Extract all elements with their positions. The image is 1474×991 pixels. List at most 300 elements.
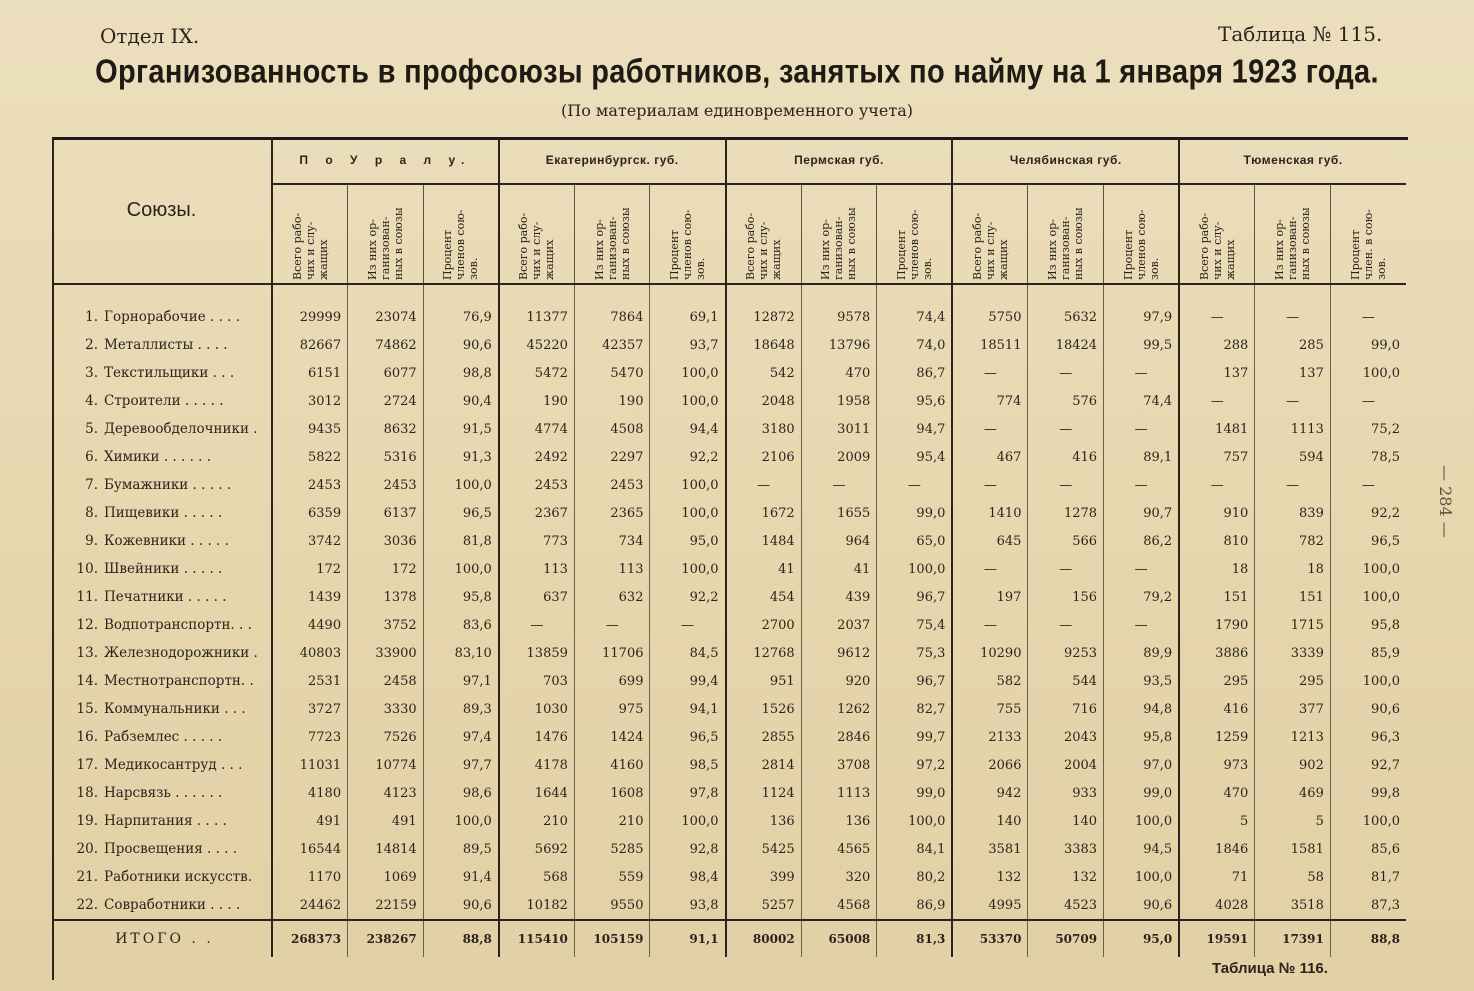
value-cell: 933	[1028, 779, 1104, 807]
value-cell: 95,8	[1330, 611, 1406, 639]
row-number: 8.	[85, 505, 98, 521]
value-cell: 9612	[801, 639, 877, 667]
value-cell: 50709	[1028, 920, 1104, 957]
value-cell: 3518	[1255, 891, 1331, 920]
value-cell: 18648	[726, 331, 802, 359]
value-cell: 1213	[1255, 723, 1331, 751]
value-cell: 964	[801, 527, 877, 555]
value-cell: 18424	[1028, 331, 1104, 359]
value-cell: 94,5	[1104, 835, 1180, 863]
value-cell: 4180	[272, 779, 348, 807]
value-cell: 75,4	[877, 611, 953, 639]
value-cell: 5632	[1028, 303, 1104, 331]
value-cell: 100,0	[650, 807, 726, 835]
union-name: Нарсвязь . . . . . .	[104, 785, 223, 801]
value-cell: 2855	[726, 723, 802, 751]
value-cell: 5470	[574, 359, 650, 387]
value-cell: 542	[726, 359, 802, 387]
table-row	[52, 779, 1406, 807]
value-cell: 99,8	[1330, 779, 1406, 807]
value-cell: 29999	[272, 303, 348, 331]
value-cell: 99,4	[650, 667, 726, 695]
value-cell: 96,7	[877, 667, 953, 695]
value-cell: 1644	[499, 779, 575, 807]
value-cell: 83,6	[423, 611, 499, 639]
value-cell: 12872	[726, 303, 802, 331]
value-cell: 454	[726, 583, 802, 611]
table-row	[52, 863, 1406, 891]
column-header-text: Процент членов сою- зов.	[668, 209, 708, 280]
value-cell: 91,4	[423, 863, 499, 891]
value-cell: 95,8	[423, 583, 499, 611]
value-cell: 96,5	[1330, 527, 1406, 555]
value-cell: 100,0	[423, 807, 499, 835]
value-cell: 95,8	[1104, 723, 1180, 751]
row-number: 11.	[76, 589, 98, 605]
value-cell: 839	[1255, 499, 1331, 527]
column-header	[877, 184, 953, 284]
row-number: 4.	[85, 393, 98, 409]
union-name: Строители . . . . .	[104, 393, 224, 409]
value-cell: 774	[952, 387, 1028, 415]
row-number: 16.	[76, 729, 98, 745]
value-cell: 86,7	[877, 359, 953, 387]
union-name-cell	[52, 387, 272, 415]
value-cell: 172	[348, 555, 424, 583]
value-cell: 42357	[574, 331, 650, 359]
table-row	[52, 807, 1406, 835]
value-cell: 137	[1179, 359, 1255, 387]
union-name-cell	[52, 723, 272, 751]
value-cell: 100,0	[650, 359, 726, 387]
value-cell: 2453	[499, 471, 575, 499]
union-name-cell	[52, 443, 272, 471]
value-cell: 1715	[1255, 611, 1331, 639]
value-cell: 90,6	[1330, 695, 1406, 723]
value-cell: 491	[272, 807, 348, 835]
value-cell: 95,6	[877, 387, 953, 415]
value-cell: 576	[1028, 387, 1104, 415]
union-name-cell	[52, 611, 272, 639]
group-header-row	[52, 137, 1406, 184]
row-number: 1.	[85, 309, 98, 325]
value-cell: 8632	[348, 415, 424, 443]
column-header	[272, 184, 348, 284]
value-cell: —	[499, 611, 575, 639]
value-cell: 100,0	[423, 555, 499, 583]
value-cell: 89,5	[423, 835, 499, 863]
union-name-cell	[52, 499, 272, 527]
total-row	[52, 920, 1406, 957]
table-row	[52, 499, 1406, 527]
group-header-ekaterinburg: Екатеринбургск. губ.	[499, 137, 726, 184]
value-cell: 24462	[272, 891, 348, 920]
value-cell: 91,5	[423, 415, 499, 443]
value-cell: 632	[574, 583, 650, 611]
value-cell: —	[1028, 555, 1104, 583]
value-cell: 91,1	[650, 920, 726, 957]
value-cell: 4028	[1179, 891, 1255, 920]
value-cell: 9550	[574, 891, 650, 920]
value-cell: 89,3	[423, 695, 499, 723]
value-cell: 18	[1255, 555, 1331, 583]
value-cell: 4123	[348, 779, 424, 807]
value-cell: —	[952, 555, 1028, 583]
value-cell: 2846	[801, 723, 877, 751]
row-number: 19.	[76, 813, 98, 829]
value-cell: 89,1	[1104, 443, 1180, 471]
value-cell: 83,10	[423, 639, 499, 667]
value-cell: 470	[801, 359, 877, 387]
column-header	[650, 184, 726, 284]
union-name-cell	[52, 331, 272, 359]
value-cell: 197	[952, 583, 1028, 611]
column-header	[1255, 184, 1331, 284]
value-cell: 5692	[499, 835, 575, 863]
row-number: 13.	[76, 645, 98, 661]
union-name-cell	[52, 415, 272, 443]
value-cell: 10774	[348, 751, 424, 779]
value-cell: —	[1104, 471, 1180, 499]
value-cell: 3727	[272, 695, 348, 723]
value-cell: 18511	[952, 331, 1028, 359]
value-cell: 716	[1028, 695, 1104, 723]
value-cell: 94,4	[650, 415, 726, 443]
value-cell: 100,0	[1104, 863, 1180, 891]
value-cell: 2453	[574, 471, 650, 499]
value-cell: 4568	[801, 891, 877, 920]
value-cell: 1608	[574, 779, 650, 807]
value-cell: 4178	[499, 751, 575, 779]
value-cell: 2066	[952, 751, 1028, 779]
value-cell: 2453	[272, 471, 348, 499]
union-name-cell	[52, 891, 272, 920]
value-cell: 2004	[1028, 751, 1104, 779]
value-cell: 210	[574, 807, 650, 835]
column-header-text: Из них ор- ганизован- ных в союзы	[592, 207, 632, 280]
value-cell: 4995	[952, 891, 1028, 920]
value-cell: —	[1255, 303, 1331, 331]
value-cell: 1581	[1255, 835, 1331, 863]
value-cell: 5750	[952, 303, 1028, 331]
value-cell: 90,6	[423, 891, 499, 920]
value-cell: 71	[1179, 863, 1255, 891]
value-cell: 97,2	[877, 751, 953, 779]
row-number: 15.	[76, 701, 98, 717]
value-cell: 65,0	[877, 527, 953, 555]
value-cell: 92,7	[1330, 751, 1406, 779]
value-cell: 100,0	[650, 387, 726, 415]
spacer-row	[52, 284, 1406, 303]
value-cell: 566	[1028, 527, 1104, 555]
value-cell: 4523	[1028, 891, 1104, 920]
union-name-cell	[52, 639, 272, 667]
value-cell: 41	[726, 555, 802, 583]
value-cell: 2700	[726, 611, 802, 639]
value-cell: 9435	[272, 415, 348, 443]
value-cell: 973	[1179, 751, 1255, 779]
value-cell: 19591	[1179, 920, 1255, 957]
value-cell: 90,6	[423, 331, 499, 359]
value-cell: 81,3	[877, 920, 953, 957]
value-cell: 416	[1179, 695, 1255, 723]
value-cell: —	[726, 471, 802, 499]
value-cell: 3036	[348, 527, 424, 555]
value-cell: 773	[499, 527, 575, 555]
value-cell: 1526	[726, 695, 802, 723]
row-number: 5.	[85, 421, 98, 437]
value-cell: 1846	[1179, 835, 1255, 863]
value-cell: 75,2	[1330, 415, 1406, 443]
table-row	[52, 471, 1406, 499]
section-label: Отдел IX.	[100, 24, 200, 48]
value-cell: 902	[1255, 751, 1331, 779]
column-header	[1179, 184, 1255, 284]
value-cell: 5425	[726, 835, 802, 863]
row-number: 20.	[76, 841, 98, 857]
value-cell: 81,8	[423, 527, 499, 555]
value-cell: 92,2	[650, 443, 726, 471]
value-cell: 3339	[1255, 639, 1331, 667]
value-cell: 88,8	[423, 920, 499, 957]
value-cell: 1484	[726, 527, 802, 555]
value-cell: 105159	[574, 920, 650, 957]
group-header-perm: Пермская губ.	[726, 137, 953, 184]
union-name: Горнорабочие . . . .	[104, 309, 241, 325]
row-number: 7.	[85, 477, 98, 493]
value-cell: —	[1330, 387, 1406, 415]
value-cell: 1790	[1179, 611, 1255, 639]
union-name: Коммунальники . . .	[104, 701, 246, 717]
value-cell: 23074	[348, 303, 424, 331]
value-cell: 99,5	[1104, 331, 1180, 359]
value-cell: 92,2	[1330, 499, 1406, 527]
value-cell: 6359	[272, 499, 348, 527]
union-name-cell	[52, 359, 272, 387]
value-cell: 810	[1179, 527, 1255, 555]
union-name: Водпотранспортн. . .	[104, 617, 252, 633]
value-cell: 416	[1028, 443, 1104, 471]
value-cell: 90,4	[423, 387, 499, 415]
value-cell: 568	[499, 863, 575, 891]
value-cell: 2367	[499, 499, 575, 527]
group-header-ural: П о У р а л у.	[272, 137, 499, 184]
value-cell: 467	[952, 443, 1028, 471]
value-cell: 100,0	[1330, 667, 1406, 695]
value-cell: 5822	[272, 443, 348, 471]
table-row	[52, 527, 1406, 555]
value-cell: 1439	[272, 583, 348, 611]
value-cell: 1113	[1255, 415, 1331, 443]
value-cell: —	[1028, 471, 1104, 499]
value-cell: 11706	[574, 639, 650, 667]
table-number: Таблица № 115.	[1218, 22, 1383, 46]
value-cell: —	[1179, 471, 1255, 499]
value-cell: 5285	[574, 835, 650, 863]
value-cell: 94,8	[1104, 695, 1180, 723]
value-cell: 74,4	[877, 303, 953, 331]
value-cell: 11031	[272, 751, 348, 779]
union-name-cell	[52, 667, 272, 695]
value-cell: —	[1255, 387, 1331, 415]
union-name: Бумажники . . . . .	[104, 477, 232, 493]
value-cell: 2297	[574, 443, 650, 471]
row-number: 22.	[76, 897, 98, 913]
value-cell: 755	[952, 695, 1028, 723]
row-number: 6.	[85, 449, 98, 465]
union-name: Местнотранспортн. .	[104, 673, 254, 689]
value-cell: 69,1	[650, 303, 726, 331]
value-cell: —	[952, 611, 1028, 639]
value-cell: 190	[574, 387, 650, 415]
union-name-cell	[52, 555, 272, 583]
value-cell: 132	[1028, 863, 1104, 891]
value-cell: 100,0	[1330, 359, 1406, 387]
table-row	[52, 555, 1406, 583]
value-cell: 100,0	[1330, 807, 1406, 835]
value-cell: 9253	[1028, 639, 1104, 667]
value-cell: —	[1028, 611, 1104, 639]
value-cell: 85,6	[1330, 835, 1406, 863]
column-header-text: Процент член. в сою- зов.	[1348, 209, 1388, 280]
value-cell: 594	[1255, 443, 1331, 471]
value-cell: 1672	[726, 499, 802, 527]
value-cell: 13859	[499, 639, 575, 667]
union-name: Швейники . . . . .	[104, 561, 223, 577]
table-row	[52, 639, 1406, 667]
value-cell: 97,0	[1104, 751, 1180, 779]
value-cell: 7723	[272, 723, 348, 751]
table-row	[52, 443, 1406, 471]
value-cell: 88,8	[1330, 920, 1406, 957]
union-name: Железнодорожники .	[104, 645, 258, 661]
group-header-chelyabinsk: Челябинская губ.	[952, 137, 1179, 184]
value-cell: —	[952, 471, 1028, 499]
value-cell: 975	[574, 695, 650, 723]
value-cell: 951	[726, 667, 802, 695]
value-cell: 4160	[574, 751, 650, 779]
value-cell: 645	[952, 527, 1028, 555]
value-cell: 97,8	[650, 779, 726, 807]
column-header	[1330, 184, 1406, 284]
value-cell: —	[1179, 387, 1255, 415]
value-cell: 288	[1179, 331, 1255, 359]
value-cell: 2814	[726, 751, 802, 779]
value-cell: 1069	[348, 863, 424, 891]
value-cell: —	[1330, 471, 1406, 499]
value-cell: 4774	[499, 415, 575, 443]
value-cell: 920	[801, 667, 877, 695]
value-cell: 2365	[574, 499, 650, 527]
value-cell: —	[1179, 303, 1255, 331]
table-row	[52, 611, 1406, 639]
value-cell: 3752	[348, 611, 424, 639]
table-row	[52, 415, 1406, 443]
value-cell: 99,0	[877, 779, 953, 807]
value-cell: 74,0	[877, 331, 953, 359]
value-cell: 1124	[726, 779, 802, 807]
union-name-cell	[52, 863, 272, 891]
value-cell: 85,9	[1330, 639, 1406, 667]
page-number: — 284 —	[1436, 465, 1455, 538]
value-cell: 82,7	[877, 695, 953, 723]
union-name-cell	[52, 807, 272, 835]
value-cell: 2133	[952, 723, 1028, 751]
value-cell: 84,1	[877, 835, 953, 863]
value-cell: 3330	[348, 695, 424, 723]
value-cell: 100,0	[650, 499, 726, 527]
value-cell: 910	[1179, 499, 1255, 527]
value-cell: —	[1330, 303, 1406, 331]
union-name-cell	[52, 920, 272, 957]
column-header-text: Из них ор- ганизован- ных в союзы	[365, 207, 405, 280]
table-row	[52, 303, 1406, 331]
column-header	[726, 184, 802, 284]
union-name-cell	[52, 471, 272, 499]
value-cell: 132	[952, 863, 1028, 891]
value-cell: 87,3	[1330, 891, 1406, 920]
value-cell: 98,5	[650, 751, 726, 779]
value-cell: 53370	[952, 920, 1028, 957]
row-number: 12.	[76, 617, 98, 633]
value-cell: —	[801, 471, 877, 499]
value-cell: 97,7	[423, 751, 499, 779]
value-cell: 93,7	[650, 331, 726, 359]
value-cell: 100,0	[650, 555, 726, 583]
value-cell: 92,2	[650, 583, 726, 611]
value-cell: 9578	[801, 303, 877, 331]
row-number: 10.	[76, 561, 98, 577]
value-cell: 2458	[348, 667, 424, 695]
value-cell: 6151	[272, 359, 348, 387]
union-name: Химики . . . . . .	[104, 449, 212, 465]
value-cell: 100,0	[1330, 583, 1406, 611]
value-cell: 1410	[952, 499, 1028, 527]
value-cell: 75,3	[877, 639, 953, 667]
value-cell: 6077	[348, 359, 424, 387]
column-header-text: Процент членов сою- зов.	[894, 209, 934, 280]
value-cell: 3708	[801, 751, 877, 779]
union-name: Просвещения . . . .	[104, 841, 238, 857]
value-cell: 40803	[272, 639, 348, 667]
value-cell: 172	[272, 555, 348, 583]
value-cell: 703	[499, 667, 575, 695]
value-cell: —	[952, 415, 1028, 443]
table-row	[52, 723, 1406, 751]
value-cell: 5	[1255, 807, 1331, 835]
value-cell: 140	[952, 807, 1028, 835]
table-row	[52, 359, 1406, 387]
column-header	[1104, 184, 1180, 284]
value-cell: 86,2	[1104, 527, 1180, 555]
value-cell: —	[1104, 555, 1180, 583]
value-cell: 377	[1255, 695, 1331, 723]
union-name: Нарпитания . . . .	[104, 813, 227, 829]
page-subtitle: (По материалам единовременного учета)	[561, 101, 913, 120]
value-cell: 2043	[1028, 723, 1104, 751]
union-name: Совработники . . . .	[104, 897, 241, 913]
value-cell: 210	[499, 807, 575, 835]
value-cell: 190	[499, 387, 575, 415]
union-name: Кожевники . . . . .	[104, 533, 229, 549]
column-header-text: Из них ор- ганизован- ных в союзы	[1273, 207, 1313, 280]
value-cell: 99,7	[877, 723, 953, 751]
value-cell: 95,4	[877, 443, 953, 471]
value-cell: 1030	[499, 695, 575, 723]
value-cell: 12768	[726, 639, 802, 667]
column-header	[499, 184, 575, 284]
value-cell: 1170	[272, 863, 348, 891]
